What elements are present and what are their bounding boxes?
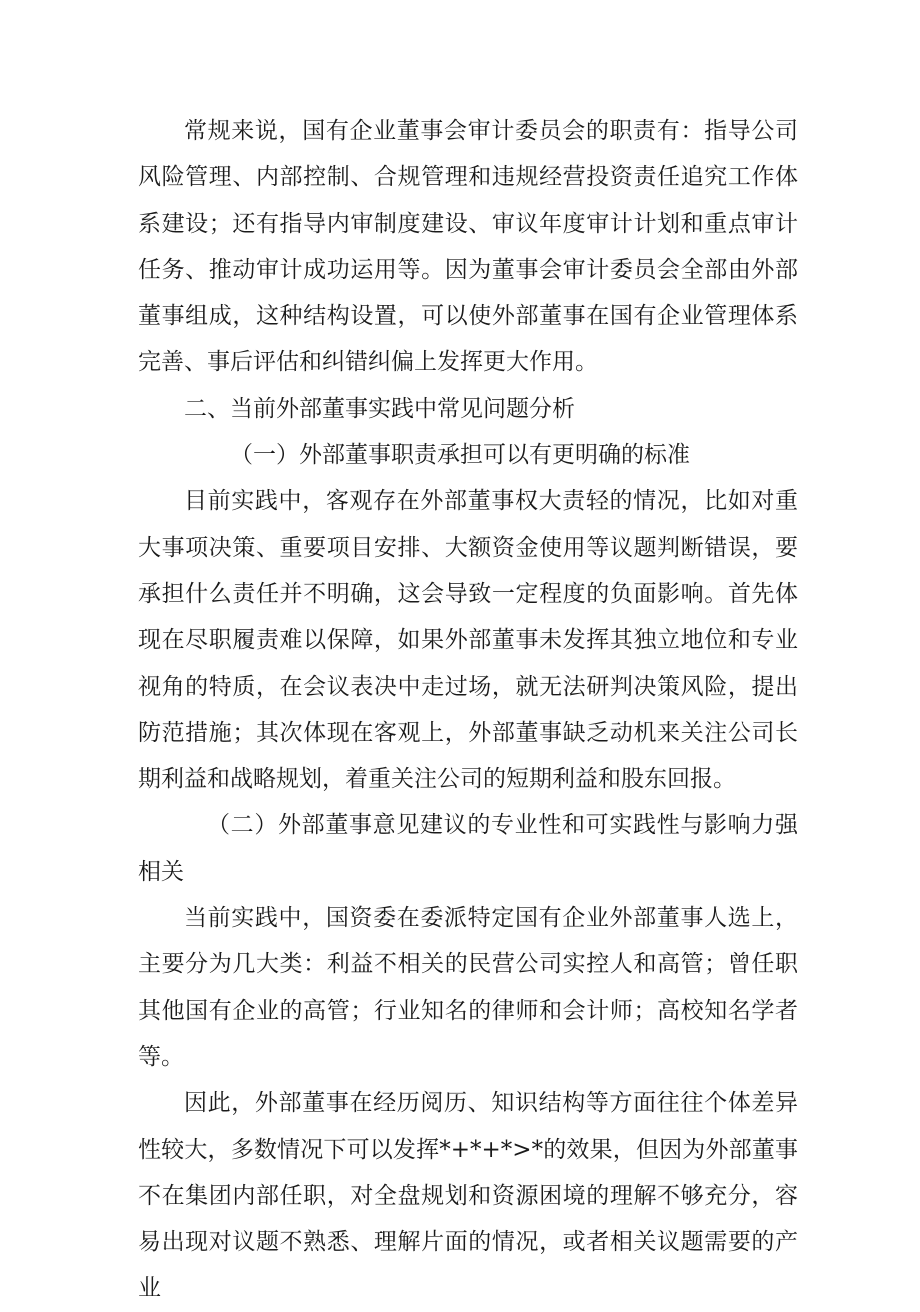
paragraph-individual-differences: 因此，外部董事在经历阅历、知识结构等方面往往个体差异性较大，多数情况下可以发挥*+*+*>*的效果，但因为外部董事不在集团内部任职，对全盘规划和资源困境的理解不够充分，容易出现对议题不熟悉、理解片面的情况，或者相关议题需要的产业 [138, 1090, 798, 1302]
document-page [138, 108, 798, 1312]
paragraph-selection-categories: 当前实践中，国资委在委派特定国有企业外部董事人选上，主要分为几大类：利益不相关的民营公司实控人和高管；曾任职其他国有企业的高管；行业知名的律师和会计师；高校知名学者等。 [138, 905, 798, 1070]
section-heading-problem-analysis: 二、当前外部董事实践中常见问题分析 [184, 395, 575, 422]
paragraph-audit-committee-duties: 常规来说，国有企业董事会审计委员会的职责有：指导公司风险管理、内部控制、合规管理和违规经营投资责任追究工作体系建设；还有指导内审制度建设、审议年度审计计划和重点审计任务、推动审计成功运用等。因为董事会审计委员会全部由外部董事组成，这种结构设置，可以使外部董事在国有企业管理体系完善、事后评估和纠错纠偏上发挥更大作用。 [138, 118, 798, 376]
paragraph-responsibility-issues: 目前实践中，客观存在外部董事权大责轻的情况，比如对重大事项决策、重要项目安排、大额资金使用等议题判断错误，要承担什么责任并不明确，这会导致一定程度的负面影响。首先体现在尽职履责难以保障，如果外部董事未发挥其独立地位和专业视角的特质，在会议表决中走过场，就无法研判决策风险，提出防范措施；其次体现在客观上，外部董事缺乏动机来关注公司长期利益和战略规划，着重关注公司的短期利益和股东回报。 [138, 488, 798, 793]
subsection-heading-professionalism-influence: （二）外部董事意见建议的专业性和可实践性与影响力强相关 [138, 812, 798, 885]
subsection-heading-responsibility-standards: （一）外部董事职责承担可以有更明确的标准 [230, 442, 690, 469]
